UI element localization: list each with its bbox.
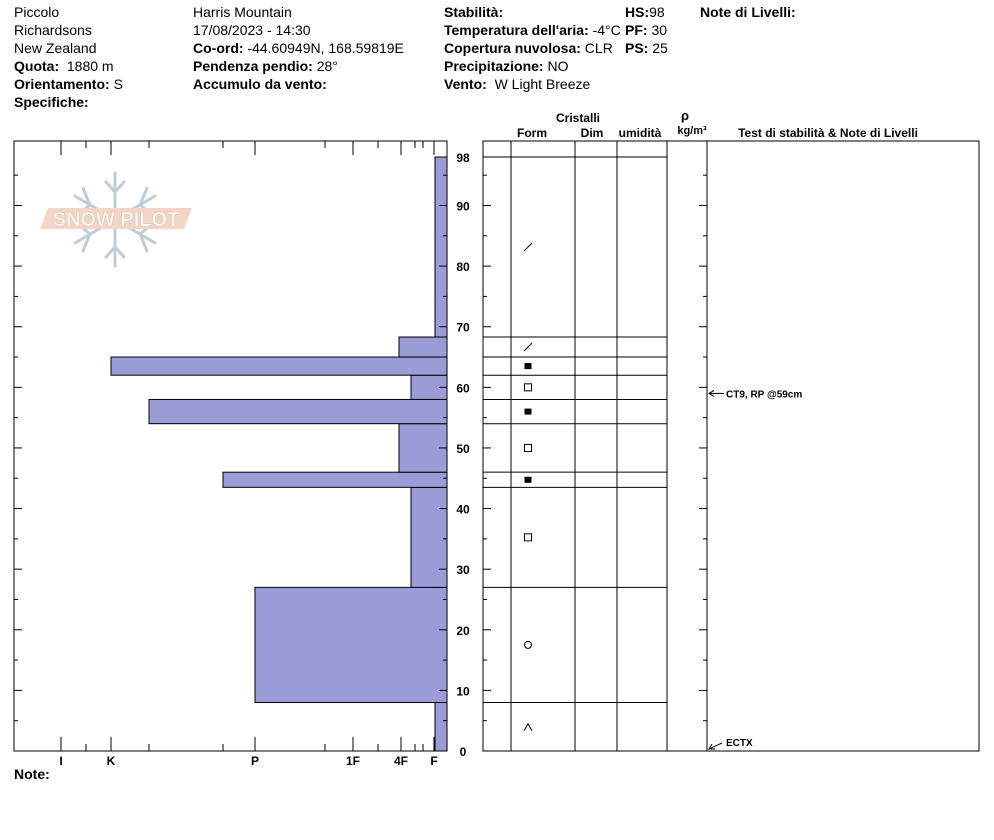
- copertura-value: CLR: [584, 40, 613, 56]
- depth-tick-label: 40: [456, 502, 470, 517]
- header-dim: Dim: [580, 126, 604, 140]
- coord-value: -44.60949N, 168.59819E: [247, 40, 404, 56]
- test-label: CT9, RP @59cm: [726, 389, 803, 401]
- hardness-tick-label: 1F: [345, 754, 361, 768]
- pf-value: 30: [651, 22, 668, 38]
- layer-table: [483, 108, 979, 751]
- test-markers: [709, 389, 802, 749]
- quota-label: Quota:: [14, 58, 60, 74]
- depth-tick-label: 30: [456, 563, 470, 578]
- solid-faceted-icon: [525, 477, 532, 483]
- vento-label: Vento:: [444, 76, 487, 92]
- rounded-icon: [525, 641, 532, 648]
- quota-value: 1880 m: [66, 58, 114, 74]
- note-label: Note:: [14, 766, 50, 782]
- precip-label: Precipitazione:: [444, 58, 544, 74]
- country: New Zealand: [14, 40, 97, 56]
- facet-rounding-icon: [524, 724, 532, 731]
- coord-label: Co-ord:: [193, 40, 244, 56]
- depth-tick-label: 0: [459, 745, 467, 759]
- decomposing-icon: [524, 243, 532, 251]
- pendenza-label: Pendenza pendio:: [193, 58, 313, 74]
- hardness-bar: [411, 487, 447, 587]
- vento-value: W Light Breeze: [494, 76, 591, 92]
- table-frame: [483, 141, 979, 751]
- pendenza-value: 28°: [316, 58, 338, 74]
- hardness-bar: [399, 337, 447, 357]
- hardness-bar: [111, 357, 447, 375]
- header-cristalli: Cristalli: [555, 111, 601, 125]
- hs-label: HS:: [625, 4, 650, 20]
- copertura-label: Copertura nuvolosa:: [444, 40, 581, 56]
- faceted-icon: [525, 444, 532, 451]
- header-form: Form: [517, 126, 547, 140]
- solid-faceted-icon: [525, 363, 532, 369]
- temp-value: -4°C: [592, 22, 621, 38]
- depth-tick-label: 10: [456, 684, 470, 699]
- test-label: ECTX: [726, 738, 753, 749]
- depth-tick-label: 50: [456, 441, 470, 456]
- mountain: Harris Mountain: [193, 4, 292, 20]
- depth-tick-label: 70: [456, 320, 470, 335]
- decomposing-icon: [524, 343, 532, 351]
- note-livelli-label: Note di Livelli:: [700, 4, 796, 20]
- datetime: 17/08/2023 - 14:30: [193, 22, 311, 38]
- header-density-unit: kg/m³: [677, 125, 707, 137]
- solid-faceted-icon: [525, 409, 532, 415]
- depth-tick-label: 20: [456, 623, 470, 638]
- depth-tick-label: 90: [456, 199, 470, 214]
- header-tests: Test di stabilità & Note di Livelli: [738, 126, 918, 140]
- region: Richardsons: [14, 22, 92, 38]
- faceted-icon: [525, 384, 532, 391]
- header-rho: ρ: [680, 108, 690, 123]
- orientamento-value: S: [113, 76, 123, 92]
- depth-tick-label: 98: [456, 151, 470, 165]
- orientamento-label: Orientamento:: [14, 76, 110, 92]
- hardness-bar: [255, 587, 447, 702]
- depth-tick-label: 80: [456, 260, 470, 275]
- logo-text: SNOW PILOT: [52, 209, 180, 231]
- hardness-bar: [223, 472, 447, 487]
- snowpilot-logo: [40, 173, 192, 266]
- specifiche-label: Specifiche:: [14, 94, 89, 110]
- faceted-icon: [525, 534, 532, 541]
- location: Piccolo: [14, 4, 60, 20]
- hardness-tick-label: I: [59, 754, 63, 768]
- hardness-tick-label: F: [430, 754, 438, 768]
- hardness-tick-label: P: [250, 754, 260, 768]
- hardness-bars: [111, 157, 447, 751]
- hardness-bar: [435, 703, 447, 751]
- depth-tick-label: 60: [456, 381, 470, 396]
- test-marker: [709, 389, 802, 400]
- stabilita-label: Stabilità:: [444, 4, 504, 20]
- ps-label: PS:: [625, 40, 649, 56]
- precip-value: NO: [547, 58, 569, 74]
- temp-label: Temperatura dell'aria:: [444, 22, 589, 38]
- test-marker: [709, 738, 753, 749]
- header-umidita: umidità: [618, 126, 662, 140]
- hardness-tick-label: 4F: [393, 754, 409, 768]
- hardness-tick-label: K: [106, 754, 116, 768]
- pf-label: PF:: [625, 22, 648, 38]
- accumulo-label: Accumulo da vento:: [193, 76, 327, 92]
- hardness-bar: [149, 399, 447, 423]
- hardness-bar: [435, 157, 447, 337]
- ps-value: 25: [652, 40, 668, 56]
- hs-value: 98: [649, 4, 665, 20]
